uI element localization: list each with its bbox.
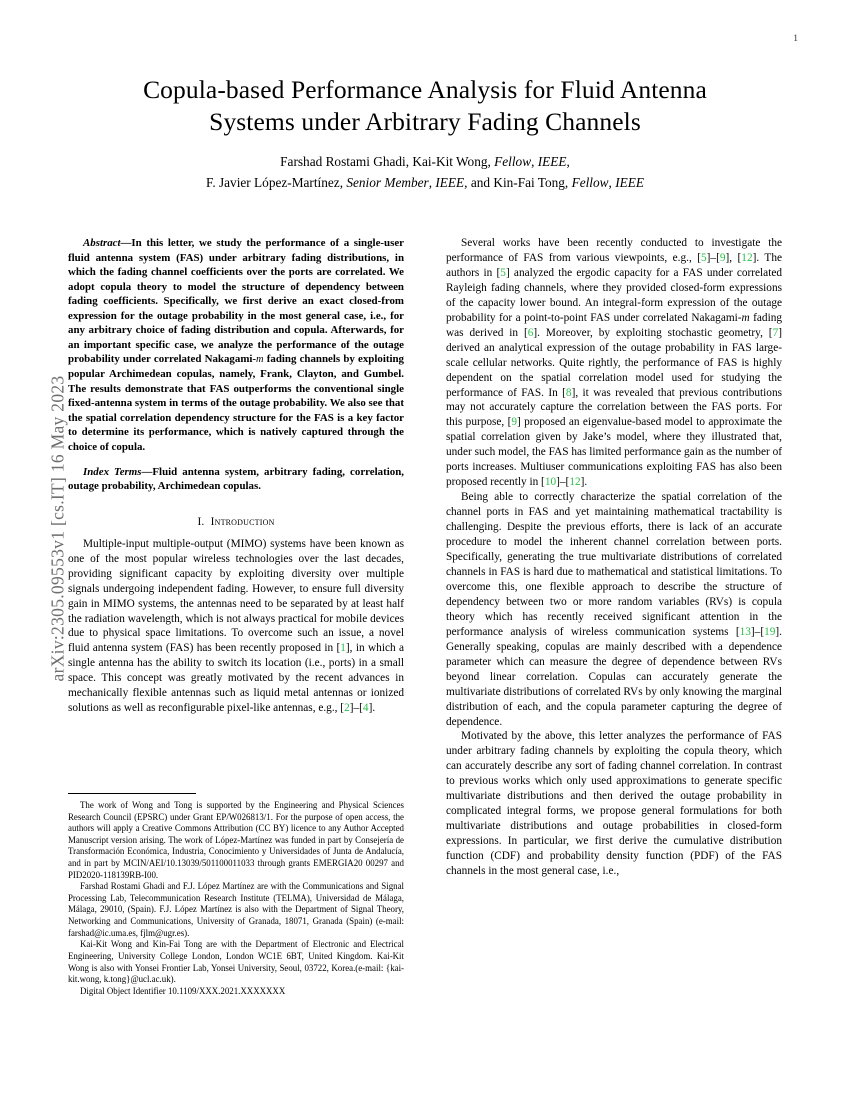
arxiv-stamp: arXiv:2305.09553v1 [cs.IT] 16 May 2023: [47, 375, 68, 682]
rp2-text-c: ]. Generally speaking, copulas are mainly described with a dependence parameter which can measure the degree of dependence between RVs beyond linear correlation. Copulas can accurately generate the multivariate distributions of correlated RVs by only knowing the marginal distribution of each, and the copula parameter capturing the degree of dependence.: [446, 625, 782, 728]
abstract-label: Abstract: [83, 237, 121, 249]
paper-title-line-2: Systems under Arbitrary Fading Channels: [209, 107, 641, 137]
footnote-separator-rule: [68, 793, 196, 794]
rp2-text-a: Being able to correctly characterize the spatial correlation of the channel ports in FAS and yet maintaining mathematical tractability is challenging. Despite the previous efforts, there is lack of an accurate procedure to model the inherent channel correlation between ports. Specifically, generating the true multivariate distributions of correlated channels in FAS is hard due to mathematical and statistical limitations. To overcome this, one flexible approach to describe the structure of dependency between two or more random variables (RVs) is copula theory which has recently received significant attention in the performance analysis of wireless communication systems [: [446, 491, 782, 638]
intro-text-3: ]–[: [349, 702, 363, 715]
section-heading-introduction: [68, 515, 404, 530]
section-name: Introduction: [210, 515, 275, 528]
abstract-dash: —: [120, 237, 132, 249]
author-rank-3: Fellow: [571, 175, 609, 191]
author-list: [86, 151, 764, 193]
left-column: [68, 236, 404, 716]
rp1-text-c: ], [: [725, 251, 742, 264]
rp1-text-l: ].: [580, 476, 588, 489]
intro-text-2: ], in which a single antenna has the ability to switch its location (i.e., ports) in a small space. This concept was greatly motivated by the recent advances in mechanically flexible antennas such as liquid metal antennas or ionized solutions as well as reconfigurable pixel-like antennas, e.g., [: [68, 642, 404, 715]
abstract-text-2: fading channels by exploiting popular Archimedean copulas, namely, Frank, Clayton, and Gumbel. The results demonstrate that FAS outperforms the conventional single fixed-antenna system in terms of the outage probability. We also see that the spatial correlation dependency structure for the FAS is a key factor to determine its performance, which is natively captured through the choice of copula.: [68, 353, 404, 453]
page-title: [86, 74, 764, 138]
author-org-3: IEEE: [615, 175, 644, 191]
rp1-text-i: ], it was revealed that previous contributions may not accurately capture the correlation between the FAS ports. For this purpose, [: [446, 386, 783, 429]
page-number: 1: [793, 34, 798, 44]
index-terms-paragraph: [68, 465, 404, 494]
right-paragraph-2: [446, 490, 782, 729]
citation-link-7[interactable]: 7: [772, 326, 779, 339]
footnote-affiliation-1: Farshad Rostami Ghadi and F.J. López Martínez are with the Communications and Signal Processing Lab, Telecommunication Research Institute (TELMA), Universidad de Málaga, Málaga, 29010, (Spain). F.J. López Martínez is also with the Department of Signal Theory, Networking and Communications, University of Granada, 18071, Granada (Spain) (e-mail: farshad@ic.uma.es, fjlm@ugr.es).: [68, 881, 404, 938]
right-paragraph-1: [446, 236, 782, 490]
rp2-text-b: ]–[: [750, 625, 765, 638]
author-sep-1: ,: [531, 154, 538, 170]
author-rank-1: Fellow: [494, 154, 532, 170]
author-names-1: Farshad Rostami Ghadi, Kai-Kit Wong,: [280, 154, 495, 170]
intro-text-4: ].: [368, 702, 376, 715]
footnote-doi: Digital Object Identifier 10.1109/XXX.2021.XXXXXXX: [80, 985, 286, 996]
abstract-mathvar-m: m: [256, 354, 264, 366]
citation-link-4[interactable]: 4: [362, 702, 369, 715]
rp1-text-b: ]–[: [706, 251, 720, 264]
author-line-1: [86, 151, 764, 172]
citation-link-13[interactable]: 13: [739, 625, 751, 638]
citation-link-2[interactable]: 2: [344, 702, 350, 715]
author-sep-3: ,: [608, 175, 616, 191]
citation-link-1[interactable]: 1: [340, 642, 346, 655]
rp1-text-j: ] proposed an eigenvalue-based model to approximate the spatial correlation given by Jake’s model, where they illustrated that, under such model, the FAS has limited performance gain as the number of ports increases. Multiuser communications exploiting FAS has also been proposed recently in [: [446, 416, 782, 489]
footnote-funding: The work of Wong and Tong is supported by the Engineering and Physical Sciences Research Council (EPSRC) under Grant EP/W026813/1. For the purpose of open access, the authors will apply a Creative Commons Attribution (CC BY) licence to any Author Accepted Manuscript version arising. The work of López-Martínez was funded in part by Consejería de Transformación Económica, Industria, Conocimiento y Universidades of Junta de Andalucía, and in part by MCIN/AEI/10.13039/501100011033 through grants EMERGIA20 00297 and PID2020-118139RB-I00.: [68, 800, 404, 880]
citation-link-19[interactable]: 19: [764, 625, 776, 638]
citation-link-9[interactable]: 9: [719, 251, 726, 264]
citation-link-8[interactable]: 8: [565, 386, 572, 399]
citation-link-6[interactable]: 6: [527, 326, 534, 339]
author-rank-2: Senior Member: [346, 175, 429, 191]
index-terms-label: Index Terms: [83, 465, 142, 478]
intro-paragraph-1: [68, 537, 404, 716]
right-column: [446, 236, 782, 879]
rp1-text-h: ] derived an analytical expression of the outage probability in FAS large-scale cellular networks. Quite rightly, the performance of FAS is highly dependent on the spatial correlation model used for studying the performance of FAS. In [: [446, 326, 782, 399]
abstract-text-1: In this letter, we study the performance of a single-user fluid antenna system (FAS) under arbitrary fading distributions, in which the fading channel coefficients over the ports are correlated. We adopt copula theory to model the structure of dependency between fading coefficients. Specifically, we first derive an exact closed-from expression for the outage probability in the most general case, i.e., for any arbitrary choice of fading distribution and copula. Afterwards, for an important specific case, we analyze the performance of the outage probability under correlated Nakagami-: [68, 237, 404, 366]
author-line-2: [86, 172, 764, 193]
section-number: I.: [197, 515, 205, 528]
author-sep-2: ,: [428, 175, 436, 191]
citation-link-10[interactable]: 10: [544, 476, 557, 489]
title-block: [86, 74, 764, 193]
author-org-1: IEEE: [537, 154, 567, 170]
citation-link-12b[interactable]: 12: [569, 476, 581, 489]
citation-link-12[interactable]: 12: [741, 251, 753, 264]
citation-link-5[interactable]: 5: [701, 251, 707, 264]
paper-title-line-1: Copula-based Performance Analysis for Fluid Antenna: [143, 75, 707, 104]
author-names-3: , and Kin-Fai Tong,: [464, 175, 572, 191]
rp1-text-a: Several works have been recently conducted to investigate the performance of FAS from various viewpoints, e.g., [: [446, 237, 782, 264]
rp1-text-d: ]. The authors in [: [446, 251, 782, 279]
rp1-text-e: ] analyzed the ergodic capacity for a FAS under correlated Rayleigh fading channels, where they provided closed-form expressions of the capacity lower bound. An integral-form expression of the outage probability for a point-to-point FAS under correlated Nakagami-: [446, 266, 782, 324]
index-terms-text: Fluid antenna system, arbitrary fading, correlation, outage probability, Archimedean copulas.: [68, 465, 404, 493]
index-terms-dash: —: [141, 465, 153, 478]
author-names-2: F. Javier López-Martínez,: [206, 175, 347, 191]
right-paragraph-3: Motivated by the above, this letter analyzes the performance of FAS under arbitrary fading channels by exploiting the copula theory, which can accurately describe any sort of fading channel correlation. In contrast to previous works which only used approximations to generate specific multivariate distributions and then derived the outage probability in complicated integral forms, we propose general formulations for both multivariate distributions and outage probabilities in closed-form expressions. In particular, we first derive the cumulative distribution function (CDF) and probability density function (PDF) of the FAS channels in the most general case, i.e.,: [446, 730, 782, 878]
rp1-text-g: ]. Moreover, by exploiting stochastic geometry, [: [533, 326, 773, 339]
footnote-block: [68, 800, 404, 997]
rp1-text-f: fading was derived in [: [446, 311, 783, 339]
citation-link-9b[interactable]: 9: [511, 416, 518, 429]
author-org-2: IEEE: [435, 175, 465, 191]
rp1-text-k: ]–[: [556, 476, 570, 489]
author-tail-1: ,: [566, 154, 570, 170]
mathvar-m-1: m: [741, 311, 750, 324]
abstract-paragraph: [68, 236, 404, 455]
citation-link-5b[interactable]: 5: [500, 266, 506, 279]
intro-text-1: Multiple-input multiple-output (MIMO) systems have been known as one of the most popular wireless technologies over the last decades, providing significant capacity by exploiting diversity over multiple signals undergoing independent fading. However, to ensure full diversity gain in MIMO systems, the antennas need to be separated by at least half the radiation wavelength, which is not always practical for mobile devices due to physical space limitations. To overcome such an issue, a novel fluid antenna system (FAS) has been recently proposed in [: [68, 537, 404, 655]
footnote-affiliation-2: Kai-Kit Wong and Kin-Fai Tong are with the Department of Electronic and Electrical Engineering, University College London, London WC1E 6BT, United Kingdom. Kai-Kit Wong is also with Yonsei Frontier Lab, Yonsei University, Seoul, 03722, Korea.(e-mail: {kai-kit.wong, k.tong}@ucl.ac.uk).: [68, 939, 404, 985]
